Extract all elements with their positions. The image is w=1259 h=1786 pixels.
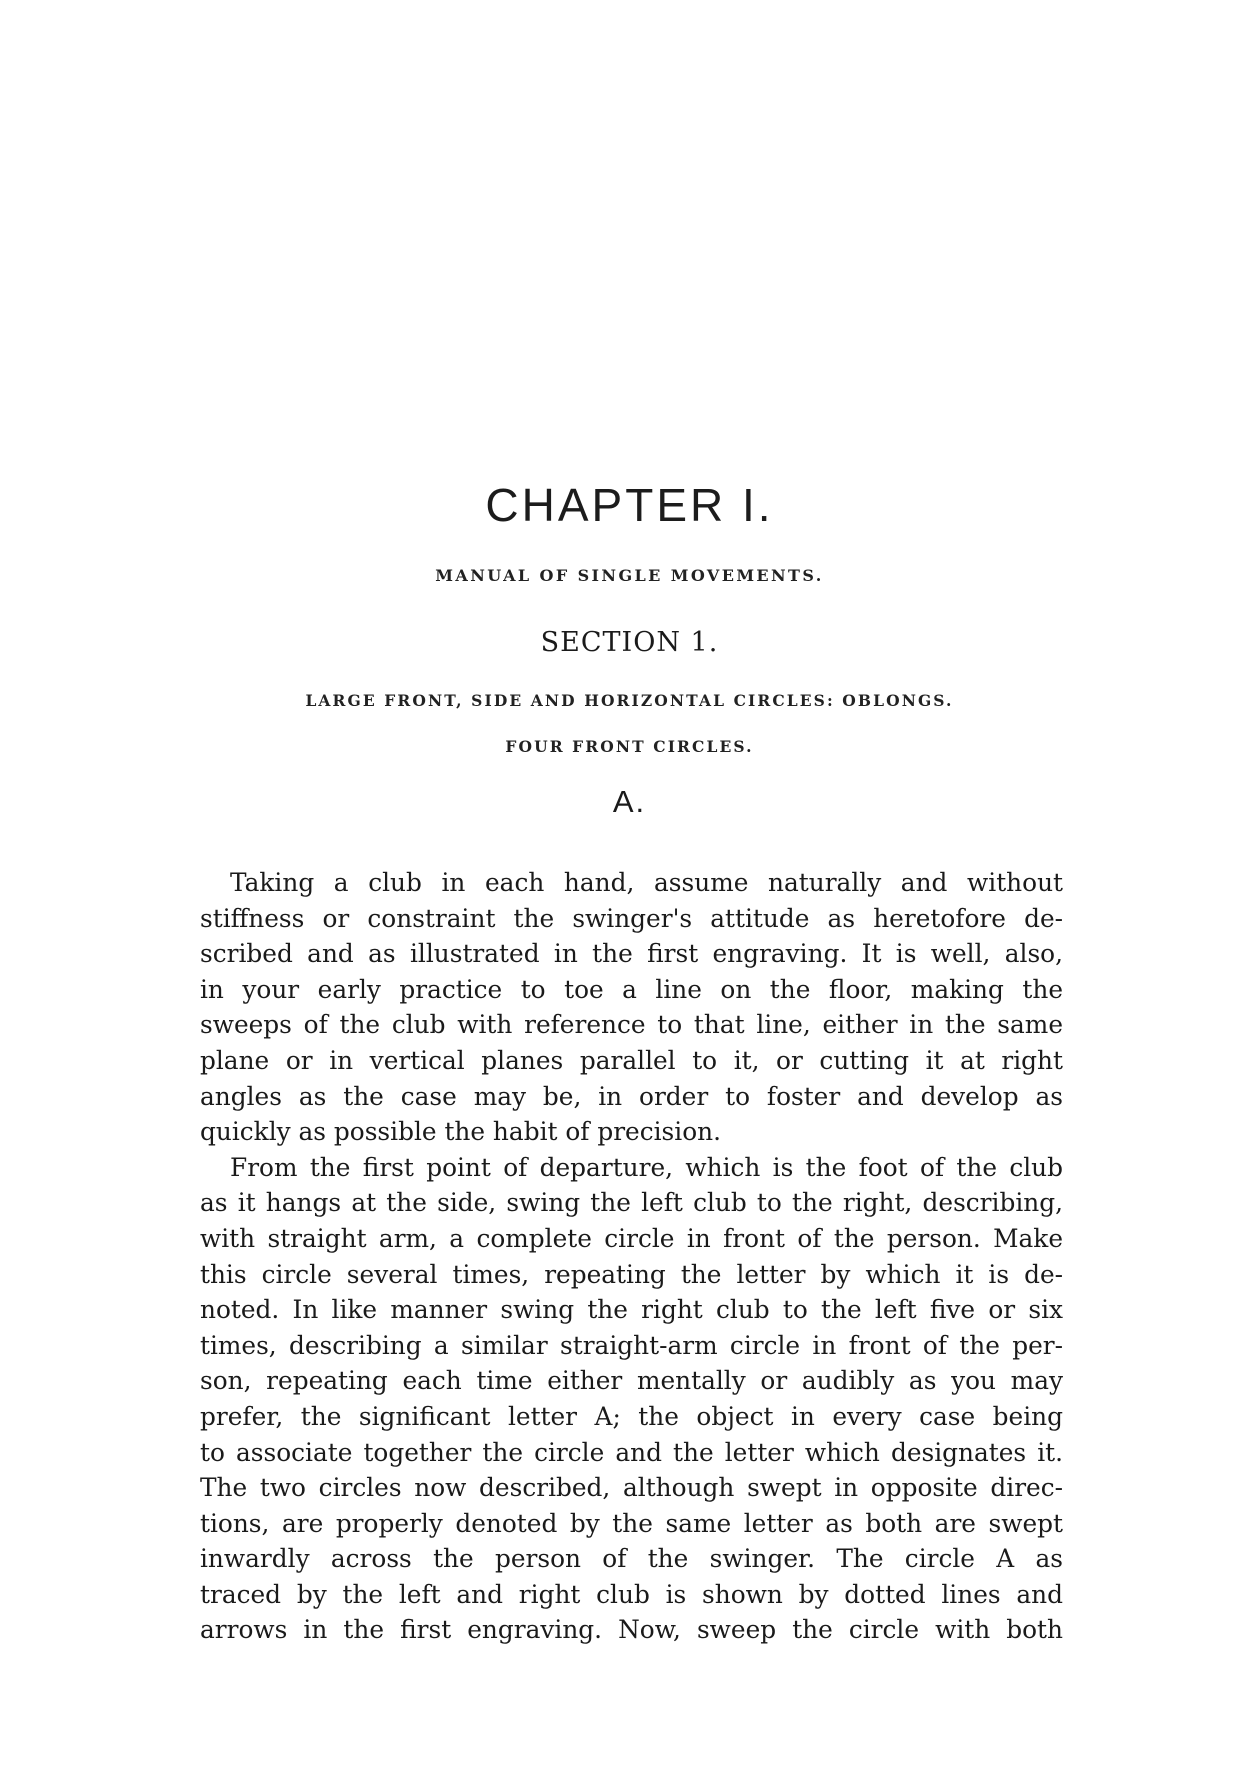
text-line: stiffness or constraint the swinger's attitude as heretofore de- bbox=[200, 903, 1063, 933]
text-line: The two circles now described, although swept in opposite direc- bbox=[200, 1473, 1063, 1503]
subsection-heading: FOUR FRONT CIRCLES. bbox=[505, 737, 754, 756]
text-line: this circle several times, repeating the letter by which it is de- bbox=[200, 1259, 1063, 1289]
text-line: son, repeating each time either mentally or audibly as you may bbox=[200, 1366, 1063, 1396]
text-line: scribed and as illustrated in the first engraving. It is well, also, bbox=[200, 939, 1063, 969]
text-line: traced by the left and right club is shown by dotted lines and bbox=[200, 1579, 1063, 1609]
text-line: prefer, the significant letter A; the object in every case being bbox=[200, 1401, 1063, 1431]
text-line: with straight arm, a complete circle in front of the person. Make bbox=[200, 1223, 1063, 1253]
section-title: SECTION 1. bbox=[540, 627, 719, 658]
section-subheading: LARGE FRONT, SIDE AND HORIZONTAL CIRCLES: OBLONGS. bbox=[305, 691, 954, 710]
text-line: quickly as possible the habit of precision. bbox=[200, 1117, 721, 1147]
paragraph bbox=[200, 1150, 1063, 1648]
text-line: angles as the case may be, in order to foster and develop as bbox=[200, 1081, 1063, 1111]
text-line: as it hangs at the side, swing the left club to the right, describing, bbox=[200, 1188, 1063, 1218]
body-text bbox=[200, 865, 1063, 1648]
chapter-heading: MANUAL OF SINGLE MOVEMENTS. bbox=[435, 566, 824, 585]
text-line: tions, are properly denoted by the same letter as both are swept bbox=[200, 1508, 1063, 1538]
text-line: sweeps of the club with reference to that line, either in the same bbox=[200, 1010, 1063, 1040]
movement-letter: A. bbox=[612, 784, 647, 819]
text-line: plane or in vertical planes parallel to it, or cutting it at right bbox=[200, 1045, 1063, 1075]
text-line: in your early practice to toe a line on the floor, making the bbox=[200, 974, 1063, 1004]
text-line: From the first point of departure, which is the foot of the club bbox=[230, 1152, 1063, 1182]
chapter-title: CHAPTER I. bbox=[485, 479, 774, 531]
text-line: Taking a club in each hand, assume naturally and without bbox=[230, 868, 1063, 897]
text-line: inwardly across the person of the swinger. The circle A as bbox=[200, 1544, 1063, 1574]
text-line: to associate together the circle and the letter which designates it. bbox=[200, 1437, 1063, 1467]
text-line: noted. In like manner swing the right club to the left five or six bbox=[200, 1295, 1063, 1325]
text-line: arrows in the first engraving. Now, sweep the circle with both bbox=[200, 1615, 1063, 1645]
paragraph bbox=[200, 865, 1063, 1150]
text-line: times, describing a similar straight-arm circle in front of the per- bbox=[200, 1330, 1063, 1360]
